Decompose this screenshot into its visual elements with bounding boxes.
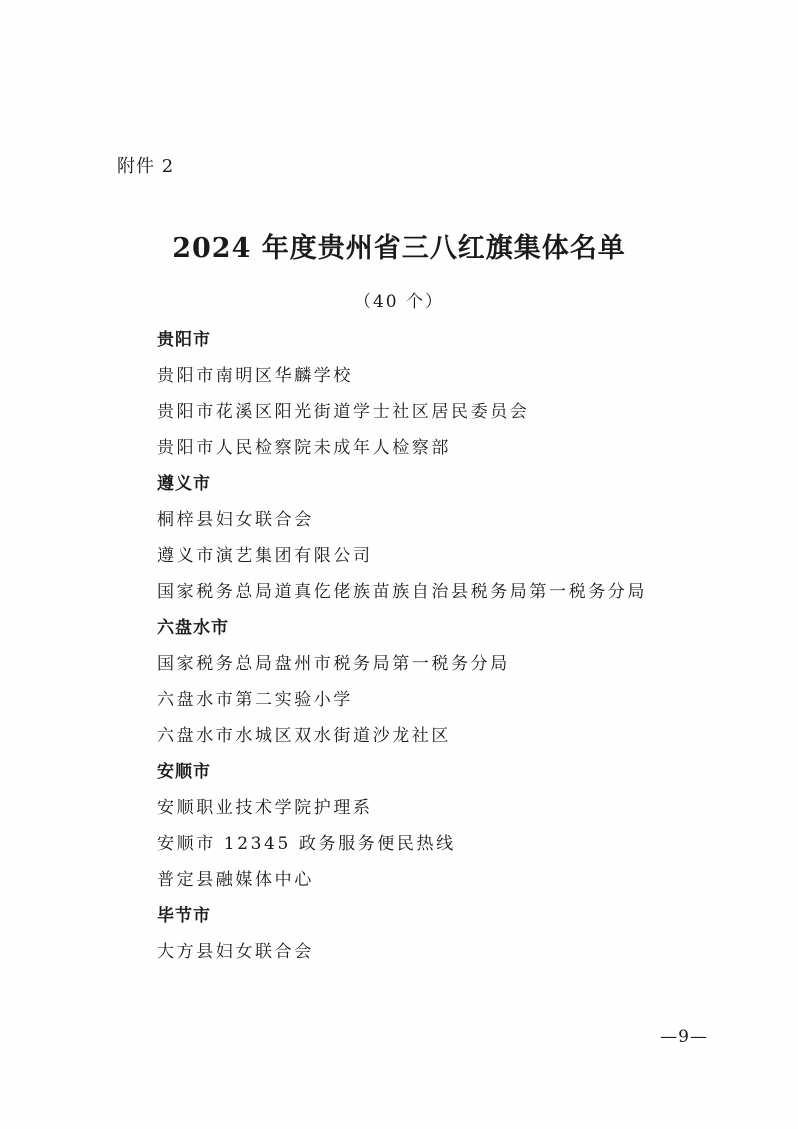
attachment-label: 附件 2 bbox=[117, 156, 175, 177]
city-heading: 毕节市 bbox=[157, 906, 211, 926]
collective-list bbox=[157, 322, 757, 970]
city-heading: 六盘水市 bbox=[157, 618, 229, 638]
list-item: 贵阳市人民检察院未成年人检察部 bbox=[157, 438, 451, 458]
city-heading: 安顺市 bbox=[157, 762, 211, 782]
city-heading: 遵义市 bbox=[157, 474, 211, 494]
list-item: 安顺市 12345 政务服务便民热线 bbox=[157, 834, 456, 854]
city-heading: 贵阳市 bbox=[157, 330, 211, 350]
list-item: 贵阳市花溪区阳光街道学士社区居民委员会 bbox=[157, 402, 530, 422]
list-item: 普定县融媒体中心 bbox=[157, 870, 314, 890]
page-number: —9— bbox=[660, 1027, 708, 1047]
list-item: 安顺职业技术学院护理系 bbox=[157, 798, 373, 818]
list-item: 国家税务总局盘州市税务局第一税务分局 bbox=[157, 654, 510, 674]
document-title: 2024 年度贵州省三八红旗集体名单 bbox=[172, 233, 626, 264]
list-item: 桐梓县妇女联合会 bbox=[157, 510, 314, 530]
document-subtitle: （40 个） bbox=[353, 292, 445, 312]
list-item: 大方县妇女联合会 bbox=[157, 942, 314, 962]
list-item: 国家税务总局道真仡佬族苗族自治县税务局第一税务分局 bbox=[157, 582, 647, 602]
list-item: 遵义市演艺集团有限公司 bbox=[157, 546, 373, 566]
list-item: 六盘水市水城区双水街道沙龙社区 bbox=[157, 726, 451, 746]
list-item: 贵阳市南明区华麟学校 bbox=[157, 366, 353, 386]
list-item: 六盘水市第二实验小学 bbox=[157, 690, 353, 710]
